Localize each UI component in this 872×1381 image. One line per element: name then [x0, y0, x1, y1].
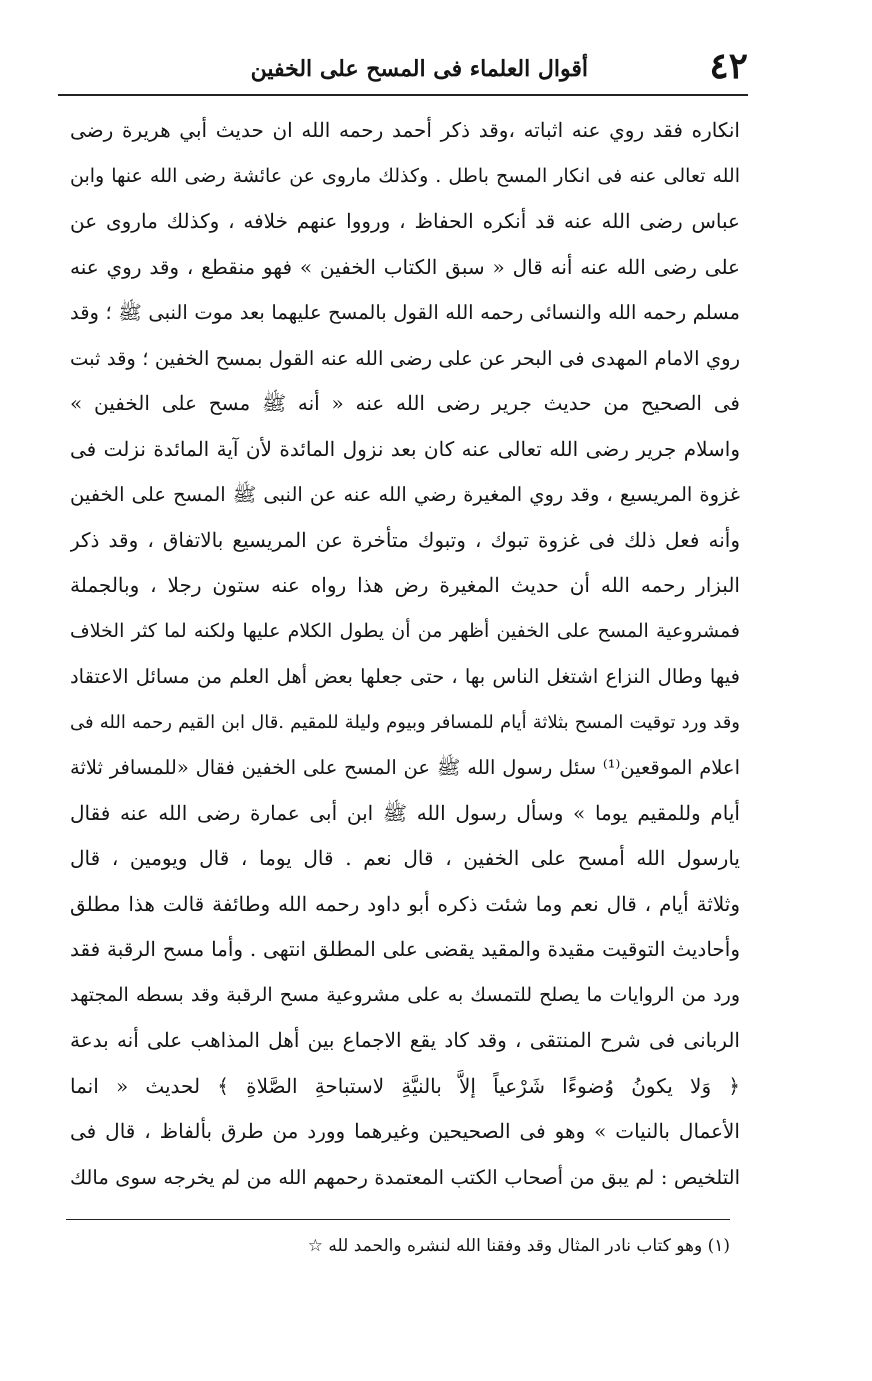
- text-line: مسلم رحمه الله والنسائى رحمه الله القول بالمسح عليهما بعد موت النبى ﷺ ؛ وقد: [70, 301, 740, 324]
- text-line: يارسول الله أمسح على الخفين ، قال نعم . قال يوما ، قال ويومين ، قال: [70, 846, 740, 870]
- text-line: وأحاديث التوقيت مقيدة والمقيد يقضى على المطلق انتهى . وأما مسح الرقبة فقد: [70, 937, 740, 961]
- text-line: الربانى فى شرح المنتقى ، وقد كاد يقع الاجماع بين أهل المذاهب على أنه بدعة: [70, 1028, 740, 1052]
- text-line: فى الصحيح من حديث جرير رضى الله عنه « أنه ﷺ مسح على الخفين »: [70, 391, 740, 415]
- page-header: [58, 44, 748, 94]
- text-line: اعلام الموقعين⁽¹⁾ سئل رسول الله ﷺ عن المسح على الخفين فقال «للمسافر ثلاثة: [70, 756, 740, 779]
- text-line: وقد ورد توقيت المسح بثلاثة أيام للمسافر وبيوم وليلة للمقيم .قال ابن القيم رحمه الله فى: [70, 711, 740, 733]
- text-line: انكاره فقد روي عنه اثباته ،وقد ذكر أحمد رحمه الله ان حديث أبي هريرة رضى: [70, 118, 740, 142]
- text-line: فيها وطال النزاع اشتغل الناس بها ، حتى جعلها بعض أهل العلم من مسائل الاعتقاد: [70, 665, 740, 688]
- text-line: التلخيص : لم يبق من أصحاب الكتب المعتمدة رحمهم الله من لم يخرجه سوى مالك: [70, 1165, 740, 1189]
- header-rule: [58, 94, 748, 96]
- text-line: وثلاثة أيام ، قال نعم وما شئت ذكره أبو داود رحمه الله وطائفة قالت هذا مطلق: [70, 891, 740, 916]
- text-line: واسلام جرير رضى الله تعالى عنه كان بعد نزول المائدة لأن آية المائدة نزلت فى: [70, 436, 740, 461]
- text-line: فمشروعية المسح على الخفين أظهر من أن يطول الكلام عليها ولكنه لما كثر الخلاف: [70, 619, 740, 642]
- running-title: أقوال العلماء فى المسح على الخفين: [250, 56, 588, 82]
- text-line: الأعمال بالنيات » وهو فى الصحيحين وغيرهما وورد من طرق بألفاظ ، قال فى: [70, 1119, 740, 1143]
- footnote-rule: [66, 1219, 730, 1220]
- text-line: البزار رحمه الله أن حديث المغيرة رض هذا رواه عنه ستون رجلا ، وبالجملة: [70, 573, 740, 597]
- text-line: وأنه فعل ذلك فى غزوة تبوك ، وتبوك متأخرة عن المريسيع بالاتفاق ، وقد ذكر: [70, 527, 740, 552]
- text-line: عباس رضى الله عنه قد أنكره الحفاظ ، ورووا عنهم خلافه ، وكذلك ماروى عن: [70, 209, 740, 233]
- text-line: الله تعالى عنه فى انكار المسح باطل . وكذلك ماروى عن عائشة رضى الله عنها وابن: [70, 164, 740, 187]
- body-text: [70, 108, 740, 1200]
- text-line: ورد من الروايات ما يصلح للتمسك به على مشروعية مسح الرقبة وقد بسطه المجتهد: [70, 983, 740, 1006]
- text-line: أيام وللمقيم يوما » وسأل رسول الله ﷺ ابن أبى عمارة رضى الله عنه فقال: [70, 800, 740, 825]
- footnote: (١) وهو كتاب نادر المثال وقد وفقنا الله لنشره والحمد لله ☆: [307, 1236, 730, 1256]
- text-line: على رضى الله عنه أنه قال « سبق الكتاب الخفين » فهو منقطع ، وقد روي عنه: [70, 254, 740, 279]
- page-number: ٤٢: [709, 45, 748, 87]
- text-line: غزوة المريسيع ، وقد روي المغيرة رضي الله عنه عن النبى ﷺ المسح على الخفين: [70, 483, 740, 506]
- text-line: ﴿ وَلا يكونُ وُضوءًا شَرْعياً إلاَّ بالنيَّةِ لاستباحةِ الصَّلاةِ ﴾ لحديث « انما: [70, 1073, 740, 1098]
- text-line: روي الامام المهدى فى البحر عن على رضى الله عنه القول بمسح الخفين ؛ وقد ثبت: [70, 346, 740, 370]
